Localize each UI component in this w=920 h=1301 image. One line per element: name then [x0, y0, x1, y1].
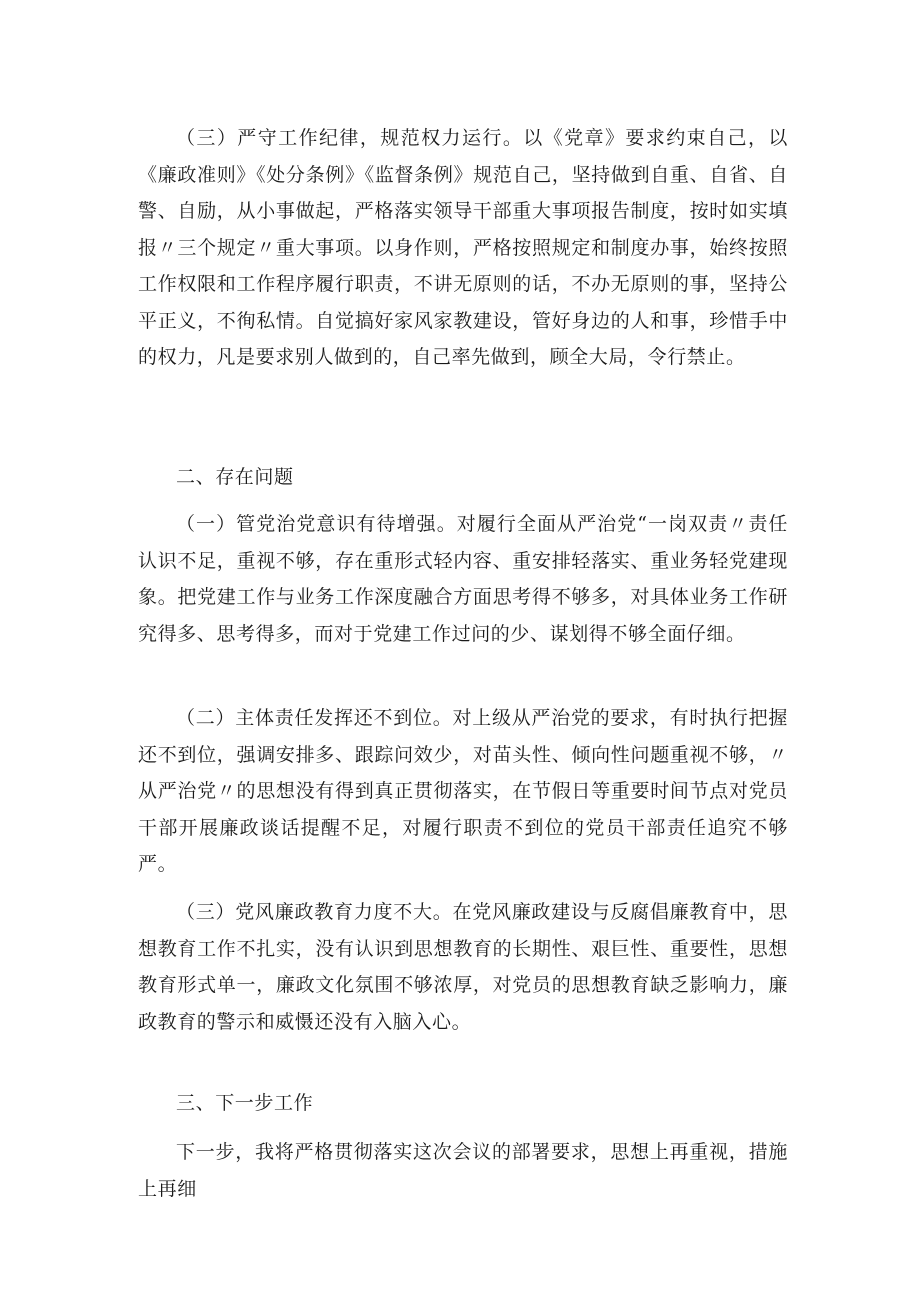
section-heading-next-steps: 三、下一步工作	[176, 1092, 314, 1114]
paragraph-problem-awareness: （一）管党治党意识有待增强。对履行全面从严治党“一岗双责〃责任认识不足，重视不够，存在重形式轻内容、重安排轻落实、重业务轻党建现象。把党建工作与业务工作深度融合方面思考得不够多，对具体业务工作研究得多、思考得多，而对于党建工作过问的少、谋划得不够全面仔细。	[138, 513, 788, 645]
paragraph-next-steps: 下一步，我将严格贯彻落实这次会议的部署要求，思想上再重视，措施上再细	[138, 1141, 788, 1200]
paragraph-work-discipline: （三）严守工作纪律，规范权力运行。以《党章》要求约束自己，以《廉政准则》《处分条例》《监督条例》规范自己，坚持做到自重、自省、自警、自励，从小事做起，严格落实领导干部重大事项报告制度，按时如实填报〃三个规定〃重大事项。以身作则，严格按照规定和制度办事，始终按照工作权限和工作程序履行职责，不讲无原则的话，不办无原则的事，坚持公平正义，不徇私情。自觉搞好家风家教建设，管好身边的人和事，珍惜手中的权力，凡是要求别人做到的，自己率先做到，顾全大局，令行禁止。	[138, 127, 788, 368]
paragraph-problem-education: （三）党风廉政教育力度不大。在党风廉政建设与反腐倡廉教育中，思想教育工作不扎实，没有认识到思想教育的长期性、艰巨性、重要性，思想教育形式单一，廉政文化氛围不够浓厚，对党员的思想教育缺乏影响力，廉政教育的警示和威慑还没有入脑入心。	[138, 901, 788, 1033]
section-heading-existing-problems: 二、存在问题	[176, 466, 294, 488]
paragraph-problem-responsibility: （二）主体责任发挥还不到位。对上级从严治党的要求，有时执行把握还不到位，强调安排多、跟踪问效少，对苗头性、倾向性问题重视不够，〃从严治党〃的思想没有得到真正贯彻落实，在节假日等重要时间节点对党员干部开展廉政谈话提醒不足，对履行职责不到位的党员干部责任追究不够严。	[138, 707, 788, 875]
